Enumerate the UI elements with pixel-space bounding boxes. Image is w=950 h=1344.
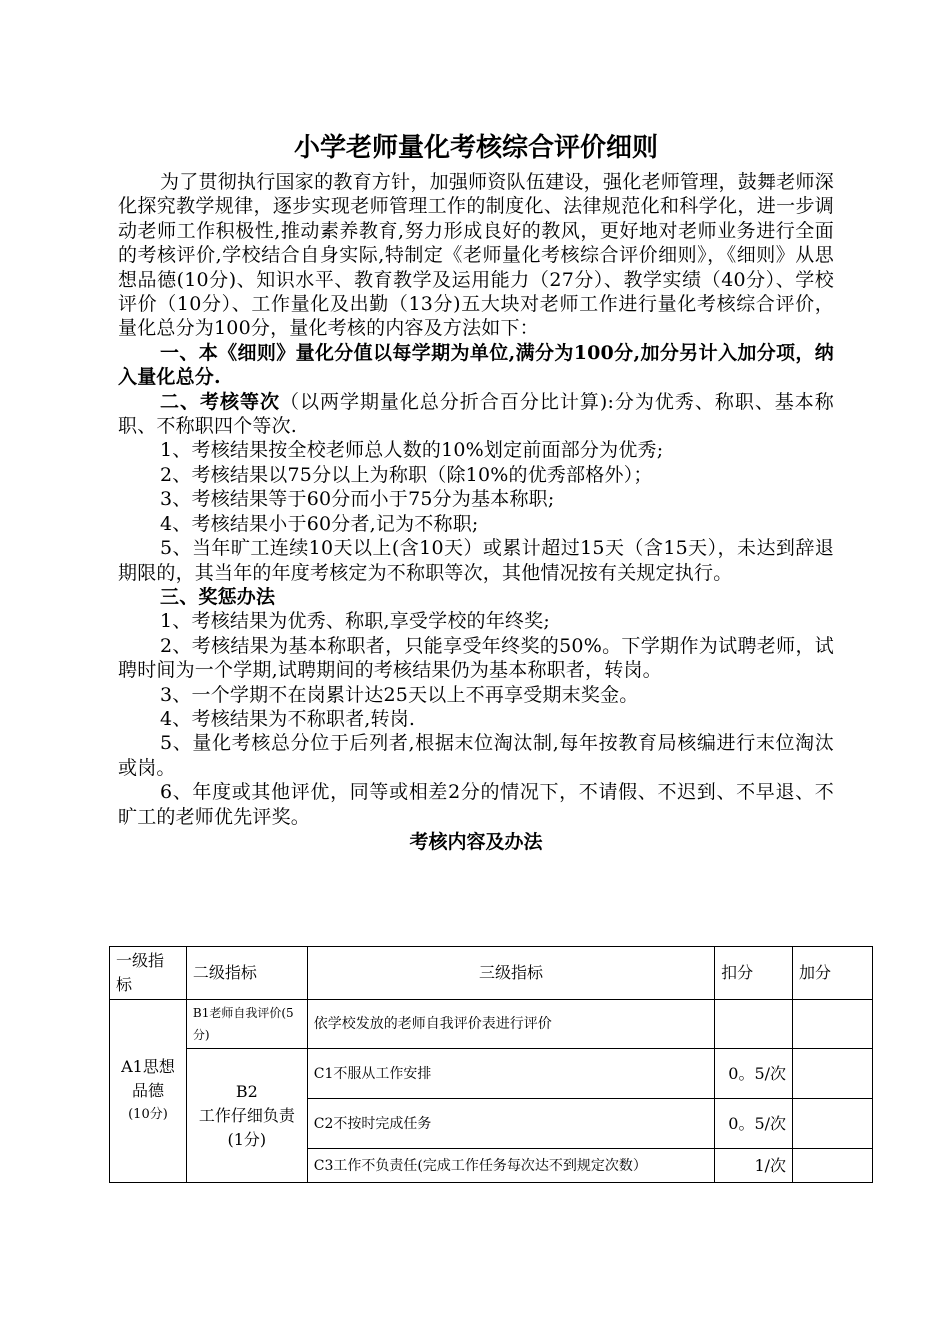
section2-item-3: 3、考核结果等于60分而小于75分为基本称职;: [160, 488, 555, 511]
section3-item-1: 1、考核结果为优秀、称职,享受学校的年终奖;: [160, 610, 550, 633]
c3-add: [793, 1149, 873, 1183]
b2-cell: [186, 1049, 307, 1183]
section1-paragraph: [118, 341, 834, 390]
section2-item-5: 5、当年旷工连续10天以上(含10天）或累计超过15天（含15天），未达到辞退期限的，其当年的年度考核定为不称职等次，其他情况按有关规定执行。: [118, 537, 834, 584]
c2-add: [793, 1099, 873, 1149]
a1-score: (10分): [128, 1107, 168, 1122]
document-page: [118, 128, 834, 855]
header-deduct: 扣分: [715, 947, 793, 1000]
section2-item-1: 1、考核结果按全校老师总人数的10%划定前面部分为优秀;: [160, 439, 664, 462]
section3-item-2: 2、考核结果为基本称职者，只能享受年终奖的50%。下学期作为试聘老师，试聘时间为一个学期,试聘期间的考核结果仍为基本称职者，转岗。: [118, 634, 834, 682]
b1-deduct: [715, 1000, 793, 1049]
header-level3: 三级指标: [307, 947, 714, 1000]
a1-label: A1思想品德: [121, 1057, 175, 1100]
table-header-row: [110, 947, 873, 1000]
c1-criteria: C1不服从工作安排: [307, 1049, 714, 1099]
section3-item-4: 4、考核结果为不称职者,转岗.: [160, 707, 416, 730]
c2-criteria: C2不按时完成任务: [307, 1099, 714, 1149]
table-row: [110, 1049, 873, 1099]
header-level1: 一级指标: [110, 947, 187, 1000]
c3-deduct: 1/次: [715, 1149, 793, 1183]
section2-text: （以两学期量化总分折合百分比计算):分为优秀、称职、基本称职、不称职四个等次.: [118, 390, 834, 438]
section3-heading-paragraph: [118, 585, 834, 609]
section2-heading: 二、考核等次: [160, 390, 280, 413]
assessment-table: [109, 946, 873, 1183]
header-add: 加分: [793, 947, 873, 1000]
a1-cell: [110, 1000, 187, 1183]
b2-code: B2: [235, 1081, 258, 1101]
section2-paragraph: [118, 390, 834, 439]
b1-criteria: 依学校发放的老师自我评价表进行评价: [307, 1000, 714, 1049]
b1-cell: B1老师自我评价(5分): [186, 1000, 307, 1049]
section3-item-5: 5、量化考核总分位于后列者,根据末位淘汰制,每年按教育局核编进行末位淘汰或岗。: [118, 732, 834, 779]
table-row: [110, 1000, 873, 1049]
section2-item-2: 2、考核结果以75分以上为称职（除10%的优秀部格外）；: [160, 463, 653, 486]
table-caption: 考核内容及办法: [409, 830, 543, 853]
section3-item-3: 3、一个学期不在岗累计达25天以上不再享受期末奖金。: [160, 683, 639, 706]
b2-name: 工作仔细负责(1分): [198, 1105, 295, 1149]
section3-heading: 三、奖惩办法: [160, 585, 276, 608]
c1-add: [793, 1049, 873, 1099]
b1-add: [793, 1000, 873, 1049]
document-title: 小学老师量化考核综合评价细则: [293, 133, 658, 163]
header-level2: 二级指标: [186, 947, 307, 1000]
section1-text: 一、本《细则》量化分值以每学期为单位,满分为100分,加分另计入加分项，纳入量化总分.: [118, 341, 834, 389]
section3-item-6: 6、年度或其他评优，同等或相差2分的情况下，不请假、不迟到、不早退、不旷工的老师优先评奖。: [118, 781, 834, 828]
section2-item-4: 4、考核结果小于60分者,记为不称职;: [160, 512, 479, 535]
c1-deduct: 0。5/次: [715, 1049, 793, 1099]
c2-deduct: 0。5/次: [715, 1099, 793, 1149]
intro-paragraph: 为了贯彻执行国家的教育方针，加强师资队伍建设，强化老师管理，鼓舞老师深化探究教学规律，逐步实现老师管理工作的制度化、法律规范化和科学化，进一步调动老师工作积极性,推动素养教育,努力形成良好的教风，更好地对老师业务进行全面的考核评价,学校结合自身实际,特制定《老师量化考核综合评价细则》，《细则》从思想品德(10分)、知识水平、教育教学及运用能力（27分）、教学实绩（40分）、学校评价（10分）、工作量化及出勤（13分)五大块对老师工作进行量化考核综合评价，量化总分为100分，量化考核的内容及方法如下：: [118, 171, 834, 340]
c3-criteria: C3工作不负责任(完成工作任务每次达不到规定次数）: [307, 1149, 714, 1183]
